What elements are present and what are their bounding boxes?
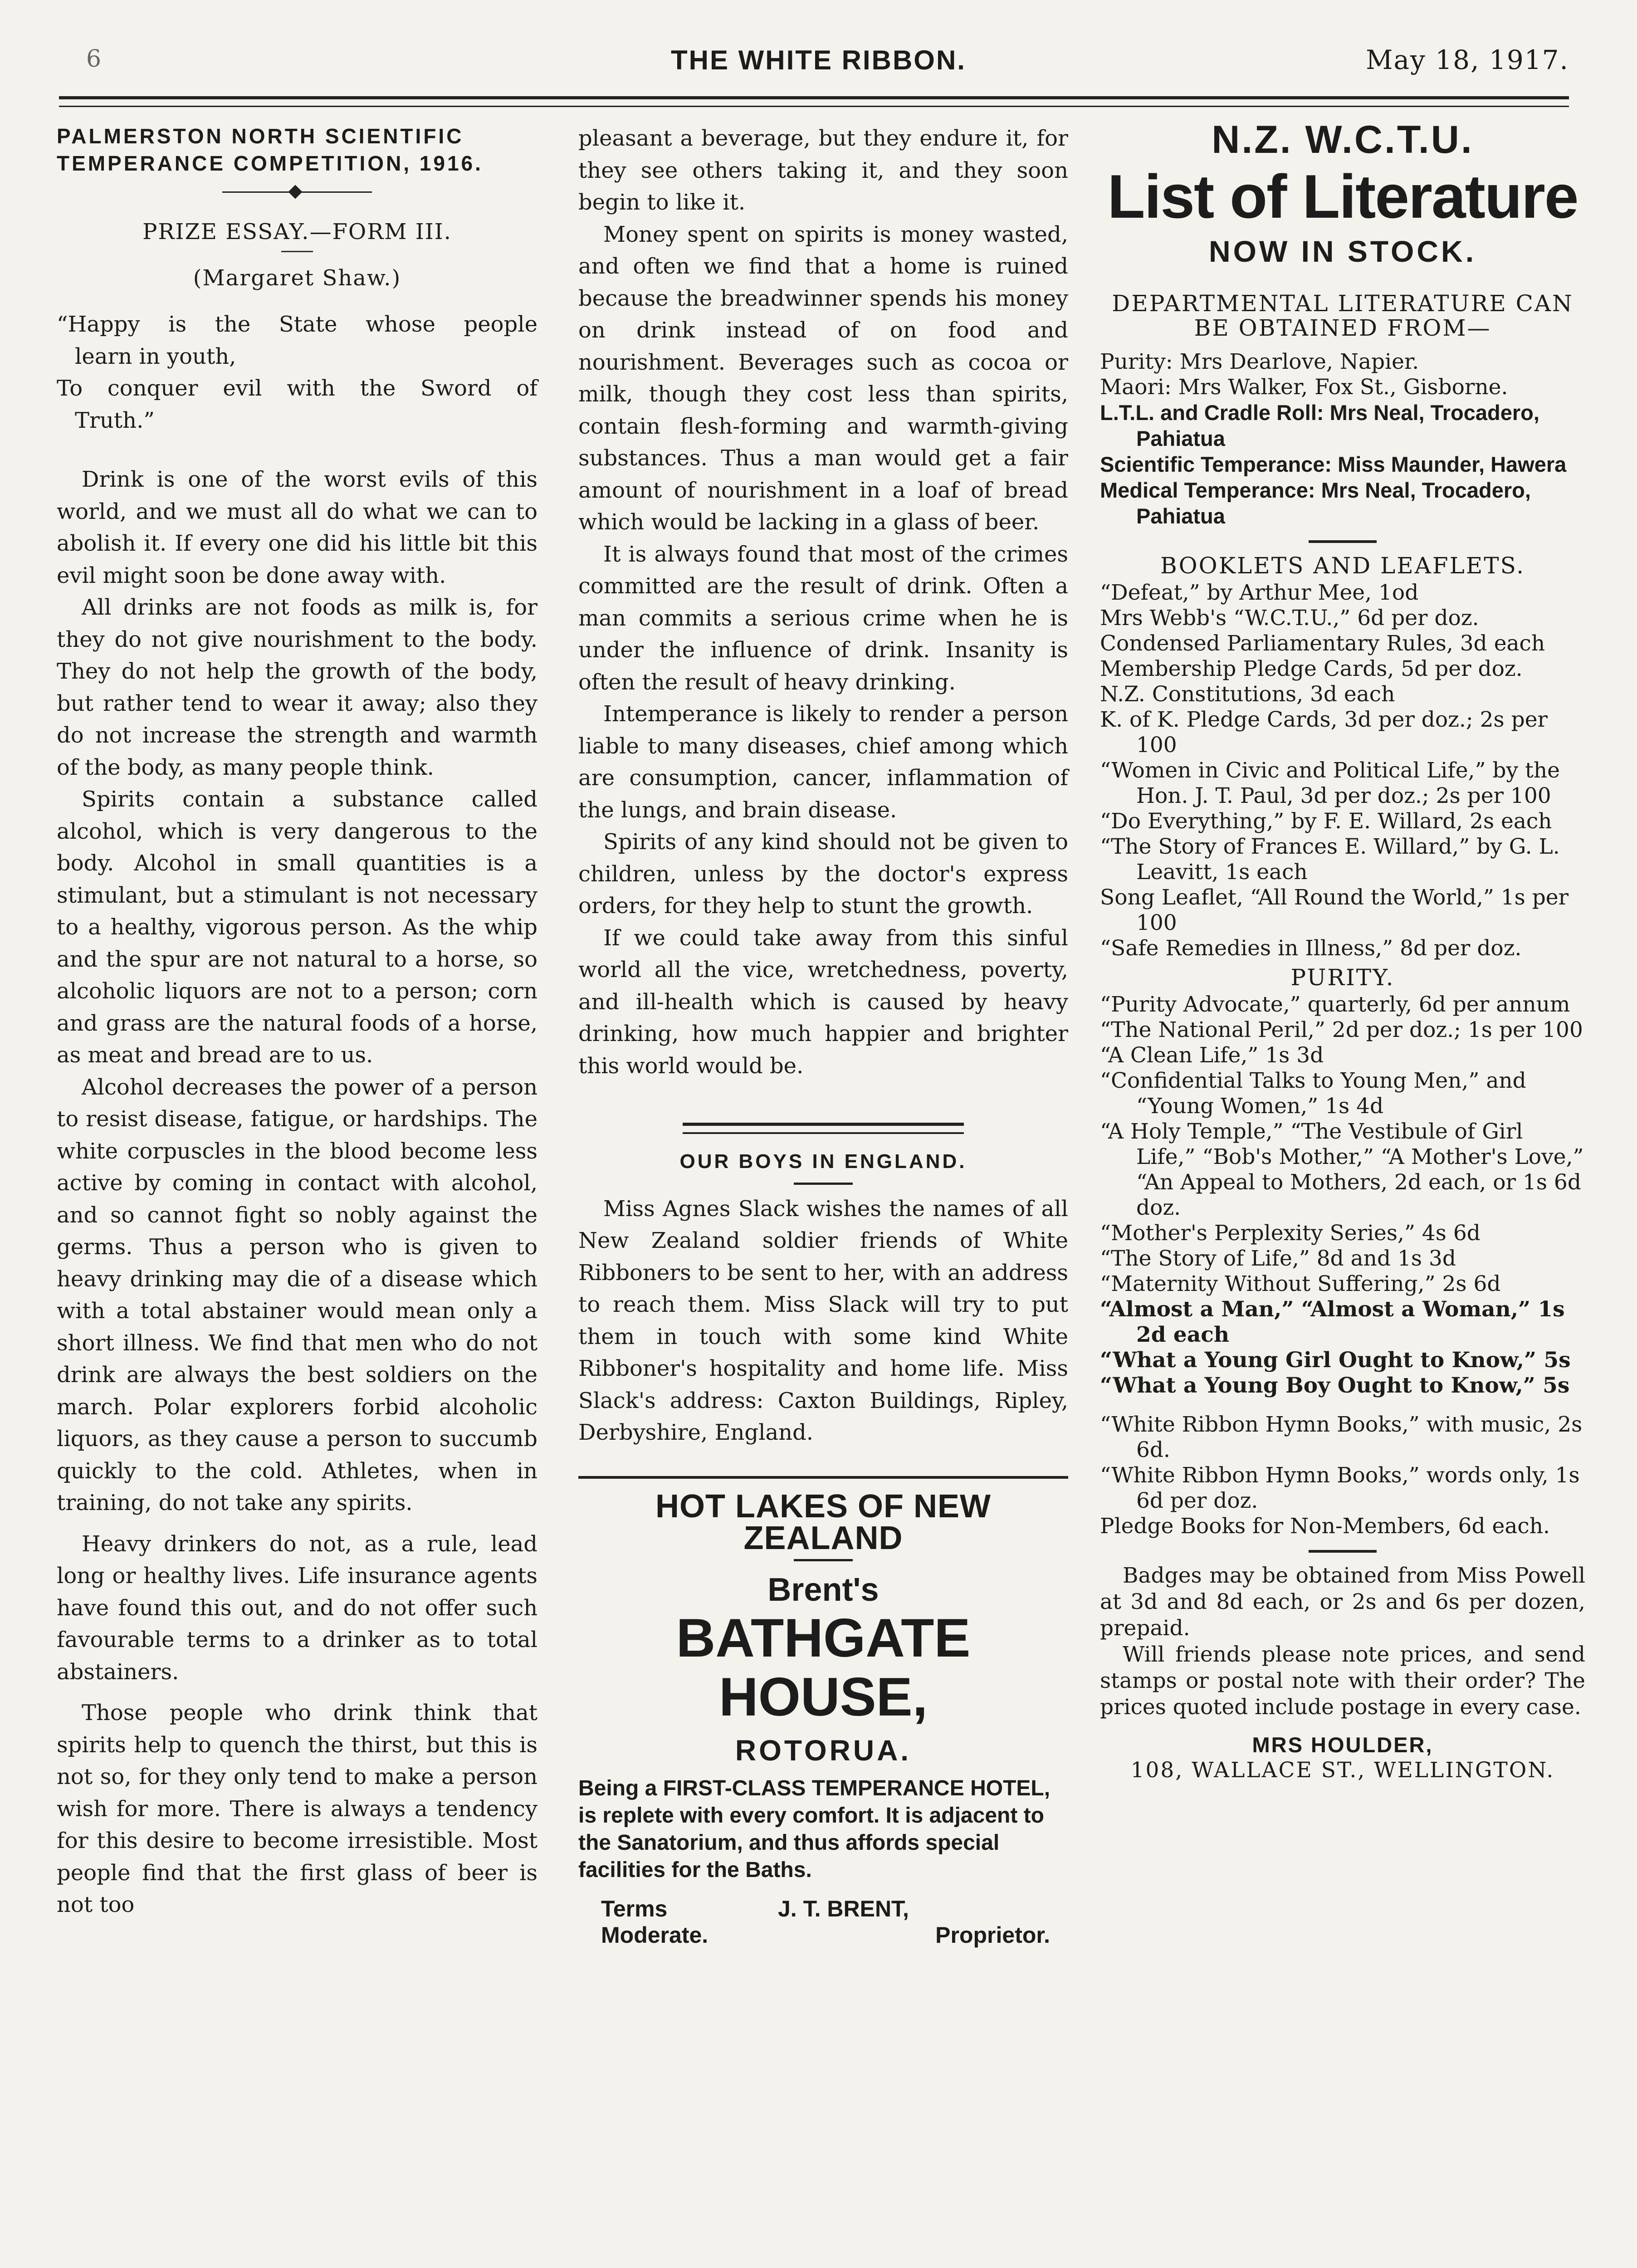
- purity-item: “Maternity Without Suffering,” 2s 6d: [1100, 1271, 1501, 1296]
- verse-line: Truth.”: [75, 407, 155, 433]
- essay-paragraph: Spirits of any kind should not be given to children, unless by the doctor's express orders, for they help to stunt the growth.: [578, 829, 1068, 919]
- bathgate-house-title: BATHGATE HOUSE,: [676, 1608, 971, 1727]
- terms-moderate: Moderate.: [601, 1922, 709, 1948]
- purity-item: “Mother's Perplexity Series,” 4s 6d: [1100, 1221, 1481, 1246]
- signature-address: 108, WALLACE ST., WELLINGTON.: [1130, 1758, 1555, 1783]
- column-3: [1100, 118, 1585, 1783]
- essay-paragraph: Drink is one of the worst evils of this world, and we must all do what we can to abolish it. If every one did his little bit this evil might soon be done away with.: [57, 467, 538, 588]
- divider: [1309, 540, 1377, 543]
- divider: [281, 251, 313, 252]
- ad-rule: [578, 1476, 1068, 1479]
- essay-paragraph: Those people who drink think that spirits help to quench the thirst, but this is not so, for they only tend to make a person wish for more. There is always a tendency for this desire to become irresistible. Most people find that the first glass of beer is not too: [57, 1700, 538, 1917]
- purity-item: “A Holy Temple,” “The Vestibule of Girl Life,” “Bob's Mother,” “A Mother's Love,” “An Appeal to Mothers, 2d each, or 1s 6d doz.: [1100, 1119, 1584, 1220]
- dept-item: [1100, 478, 1585, 529]
- booklet-item: K. of K. Pledge Cards, 3d per doz.; 2s per 100: [1100, 707, 1548, 758]
- essay-paragraph: All drinks are not foods as milk is, for they do not give nourishment to the body. They do not help the growth of the body, but rather tend to wear it away; also they do not increase the strength and warmth of the body, as many people think.: [57, 595, 538, 780]
- booklet-item: N.Z. Constitutions, 3d each: [1100, 682, 1395, 707]
- column-2: [578, 122, 1068, 1959]
- wctu-heading: N.Z. W.C.T.U.: [1212, 118, 1474, 161]
- verse-line: To conquer evil with the Sword of: [57, 376, 538, 401]
- booklet-item: “Safe Remedies in Illness,” 8d per doz.: [1100, 936, 1522, 961]
- verse-line: “Happy is the State whose people: [57, 312, 538, 337]
- ornament-rule: [222, 190, 372, 194]
- boys-in-england-heading: OUR BOYS IN ENGLAND.: [679, 1150, 967, 1173]
- purity-item: “A Clean Life,” 1s 3d: [1100, 1043, 1324, 1068]
- booklet-item: “Do Everything,” by F. E. Willard, 2s each: [1100, 809, 1552, 834]
- purity-item: “The Story of Life,” 8d and 1s 3d: [1100, 1246, 1456, 1271]
- epigraph-verse: [57, 308, 538, 436]
- essay-paragraph: Alcohol decreases the power of a person to resist disease, fatigue, or hardships. The white corpuscles in the blood become less active by coming in contact with alcohol, and so cannot fight so nobly against the germs. Thus a person who is given to heavy drinking may die of a disease which with a total abstainer would mean only a short illness. We find that men who do not drink are always the best soldiers on the march. Polar explorers forbid alcoholic liquors, as they cause a person to succumb quickly to the cold. Athletes, when in training, do not take any spirits.: [57, 1074, 538, 1515]
- hymn-item: “White Ribbon Hymn Books,” words only, 1s 6d per doz.: [1100, 1463, 1580, 1513]
- purity-heading: PURITY.: [1290, 964, 1395, 991]
- purity-item: “Purity Advocate,” quarterly, 6d per annum: [1100, 992, 1570, 1017]
- booklet-item: “Women in Civic and Political Life,” by the Hon. J. T. Paul, 3d per doz.; 2s per 100: [1100, 758, 1560, 808]
- purity-item: “The National Peril,” 2d per doz.; 1s per 100: [1100, 1017, 1583, 1042]
- essay-paragraph: Money spent on spirits is money wasted, and often we find that a home is ruined because the breadwinner spends his money on drink instead of on food and nourishment. Beverages such as cocoa or milk, though they cost less than spirits, contain flesh-forming and warmth-giving substances. Thus a man would get a fair amount of nourishment in a loaf of bread which would be lacking in a glass of beer.: [578, 221, 1068, 535]
- hotel-description: Being a FIRST-CLASS TEMPERANCE HOTEL, is replete with every comfort. It is adjacent to the Sanatorium, and thus affords special facilities for the Baths.: [578, 1776, 1051, 1882]
- page-number: 6: [86, 45, 102, 73]
- hymn-item: “White Ribbon Hymn Books,” with music, 2s 6d.: [1100, 1412, 1583, 1462]
- column-1: [57, 122, 538, 1921]
- dept-item-text: Mrs Neal, Trocadero, Pahiatua: [1136, 478, 1531, 528]
- dept-item-text: Mrs Dearlove, Napier.: [1173, 349, 1419, 374]
- boys-in-england-text: Miss Agnes Slack wishes the names of all New Zealand soldier friends of White Ribboners to be sent to her, with an address to reach them. Miss Slack will try to put them in touch with some kind White Ribboner's hospitality and home life. Miss Slack's address: Caxton Buildings, Ripley, Derbyshire, England.: [578, 1196, 1068, 1445]
- purity-item: “What a Young Boy Ought to Know,” 5s: [1100, 1373, 1570, 1398]
- competition-heading: PALMERSTON NORTH SCIENTIFIC TEMPERANCE COMPETITION, 1916.: [57, 124, 483, 175]
- list-of-literature-title: List of Literature: [1107, 162, 1578, 231]
- departmental-heading: DEPARTMENTAL LITERATURE CAN BE OBTAINED FROM—: [1112, 290, 1573, 341]
- purity-item: “What a Young Girl Ought to Know,” 5s: [1100, 1348, 1571, 1373]
- essay-paragraph: Intemperance is likely to render a person liable to many diseases, chief among which are consumption, cancer, inflammation of the lungs, and brain disease.: [578, 701, 1068, 823]
- terms-block: [601, 1896, 708, 1948]
- dept-item-label: Purity:: [1100, 349, 1173, 374]
- dept-item-label: Scientific Temperance:: [1100, 452, 1332, 476]
- purity-item: “Confidential Talks to Young Men,” and “Young Women,” 1s 4d: [1100, 1068, 1526, 1119]
- signature-name: MRS HOULDER,: [1252, 1733, 1433, 1757]
- booklet-item: Song Leaflet, “All Round the World,” 1s per 100: [1100, 885, 1569, 935]
- issue-date: May 18, 1917.: [1366, 44, 1569, 75]
- essay-paragraph: Spirits contain a substance called alcohol, which is very dangerous to the body. Alcohol in small quantities is a stimulant, but a stimulant is not necessary to a healthy, vigorous person. As the whip and the spur are not natural to a horse, so alcoholic liquors are not to a person; corn and grass are the natural foods of a horse, as meat and bread are to us.: [57, 787, 538, 1068]
- proprietor-name: J. T. BRENT,: [778, 1896, 909, 1921]
- hot-lakes-heading: HOT LAKES OF NEW ZEALAND: [655, 1488, 991, 1556]
- brents-label: Brent's: [767, 1571, 879, 1608]
- essay-paragraph: pleasant a beverage, but they endure it, for they see others taking it, and they soon begin to like it.: [578, 126, 1068, 215]
- dept-item-text: Mrs Neal, Trocadero, Pahiatua: [1136, 401, 1539, 450]
- dept-item-label: L.T.L. and Cradle Roll:: [1100, 401, 1324, 425]
- booklet-item: Condensed Parliamentary Rules, 3d each: [1100, 631, 1545, 656]
- essay-paragraph: Heavy drinkers do not, as a rule, lead long or healthy lives. Life insurance agents have found this out, and do not offer such favourable terms to a drinker as to total abstainers.: [57, 1531, 538, 1685]
- purity-item: “Almost a Man,” “Almost a Woman,” 1s 2d each: [1100, 1297, 1565, 1347]
- booklet-item: “The Story of Frances E. Willard,” by G. L. Leavitt, 1s each: [1100, 834, 1560, 885]
- essay-paragraph: It is always found that most of the crimes committed are the result of drink. Often a man commits a serious crime when he is under the influence of drink. Insanity is often the result of heavy drinking.: [578, 541, 1068, 695]
- dept-item: [1100, 349, 1585, 375]
- dept-item-text: Mrs Walker, Fox St., Gisborne.: [1171, 375, 1508, 400]
- divider: [794, 1559, 853, 1561]
- divider: [1309, 1550, 1377, 1553]
- dept-item-text: Miss Maunder, Hawera: [1332, 452, 1567, 476]
- ad-footer: [578, 1896, 1068, 1959]
- essay-author: (Margaret Shaw.): [193, 265, 401, 291]
- section-rule: [683, 1123, 964, 1134]
- hymn-item: Pledge Books for Non-Members, 6d each.: [1100, 1514, 1550, 1539]
- now-in-stock-label: NOW IN STOCK.: [1208, 235, 1477, 268]
- booklet-item: Mrs Webb's “W.C.T.U.,” 6d per doz.: [1100, 606, 1479, 631]
- proprietor-label: Proprietor.: [935, 1922, 1050, 1948]
- dept-item-label: Maori:: [1100, 375, 1172, 400]
- badges-note: Badges may be obtained from Miss Powell at 3d and 8d each, or 2s and 6s per dozen, prepaid.: [1100, 1563, 1585, 1641]
- essay-paragraph: If we could take away from this sinful world all the vice, wretchedness, poverty, and ill-health which is caused by heavy drinking, how much happier and brighter this world would be.: [578, 925, 1068, 1079]
- dept-item: [1100, 375, 1585, 400]
- page-header: [59, 32, 1578, 86]
- rotorua-label: ROTORUA.: [735, 1734, 912, 1767]
- masthead-title: THE WHITE RIBBON.: [671, 45, 966, 75]
- dept-item-label: Medical Temperance:: [1100, 478, 1315, 502]
- booklet-item: Membership Pledge Cards, 5d per doz.: [1100, 656, 1523, 681]
- divider: [794, 1183, 853, 1185]
- dept-item: [1100, 452, 1585, 478]
- prices-note: Will friends please note prices, and send stamps or postal note with their order? The prices quoted include postage in every case.: [1100, 1642, 1585, 1720]
- booklet-item: “Defeat,” by Arthur Mee, 1od: [1100, 580, 1419, 605]
- terms-label: Terms: [601, 1896, 668, 1921]
- booklets-heading: BOOKLETS AND LEAFLETS.: [1160, 552, 1525, 579]
- verse-line: learn in youth,: [75, 343, 236, 369]
- essay-title: PRIZE ESSAY.—FORM III.: [142, 219, 452, 244]
- header-rule: [59, 96, 1569, 107]
- dept-item: [1100, 400, 1585, 452]
